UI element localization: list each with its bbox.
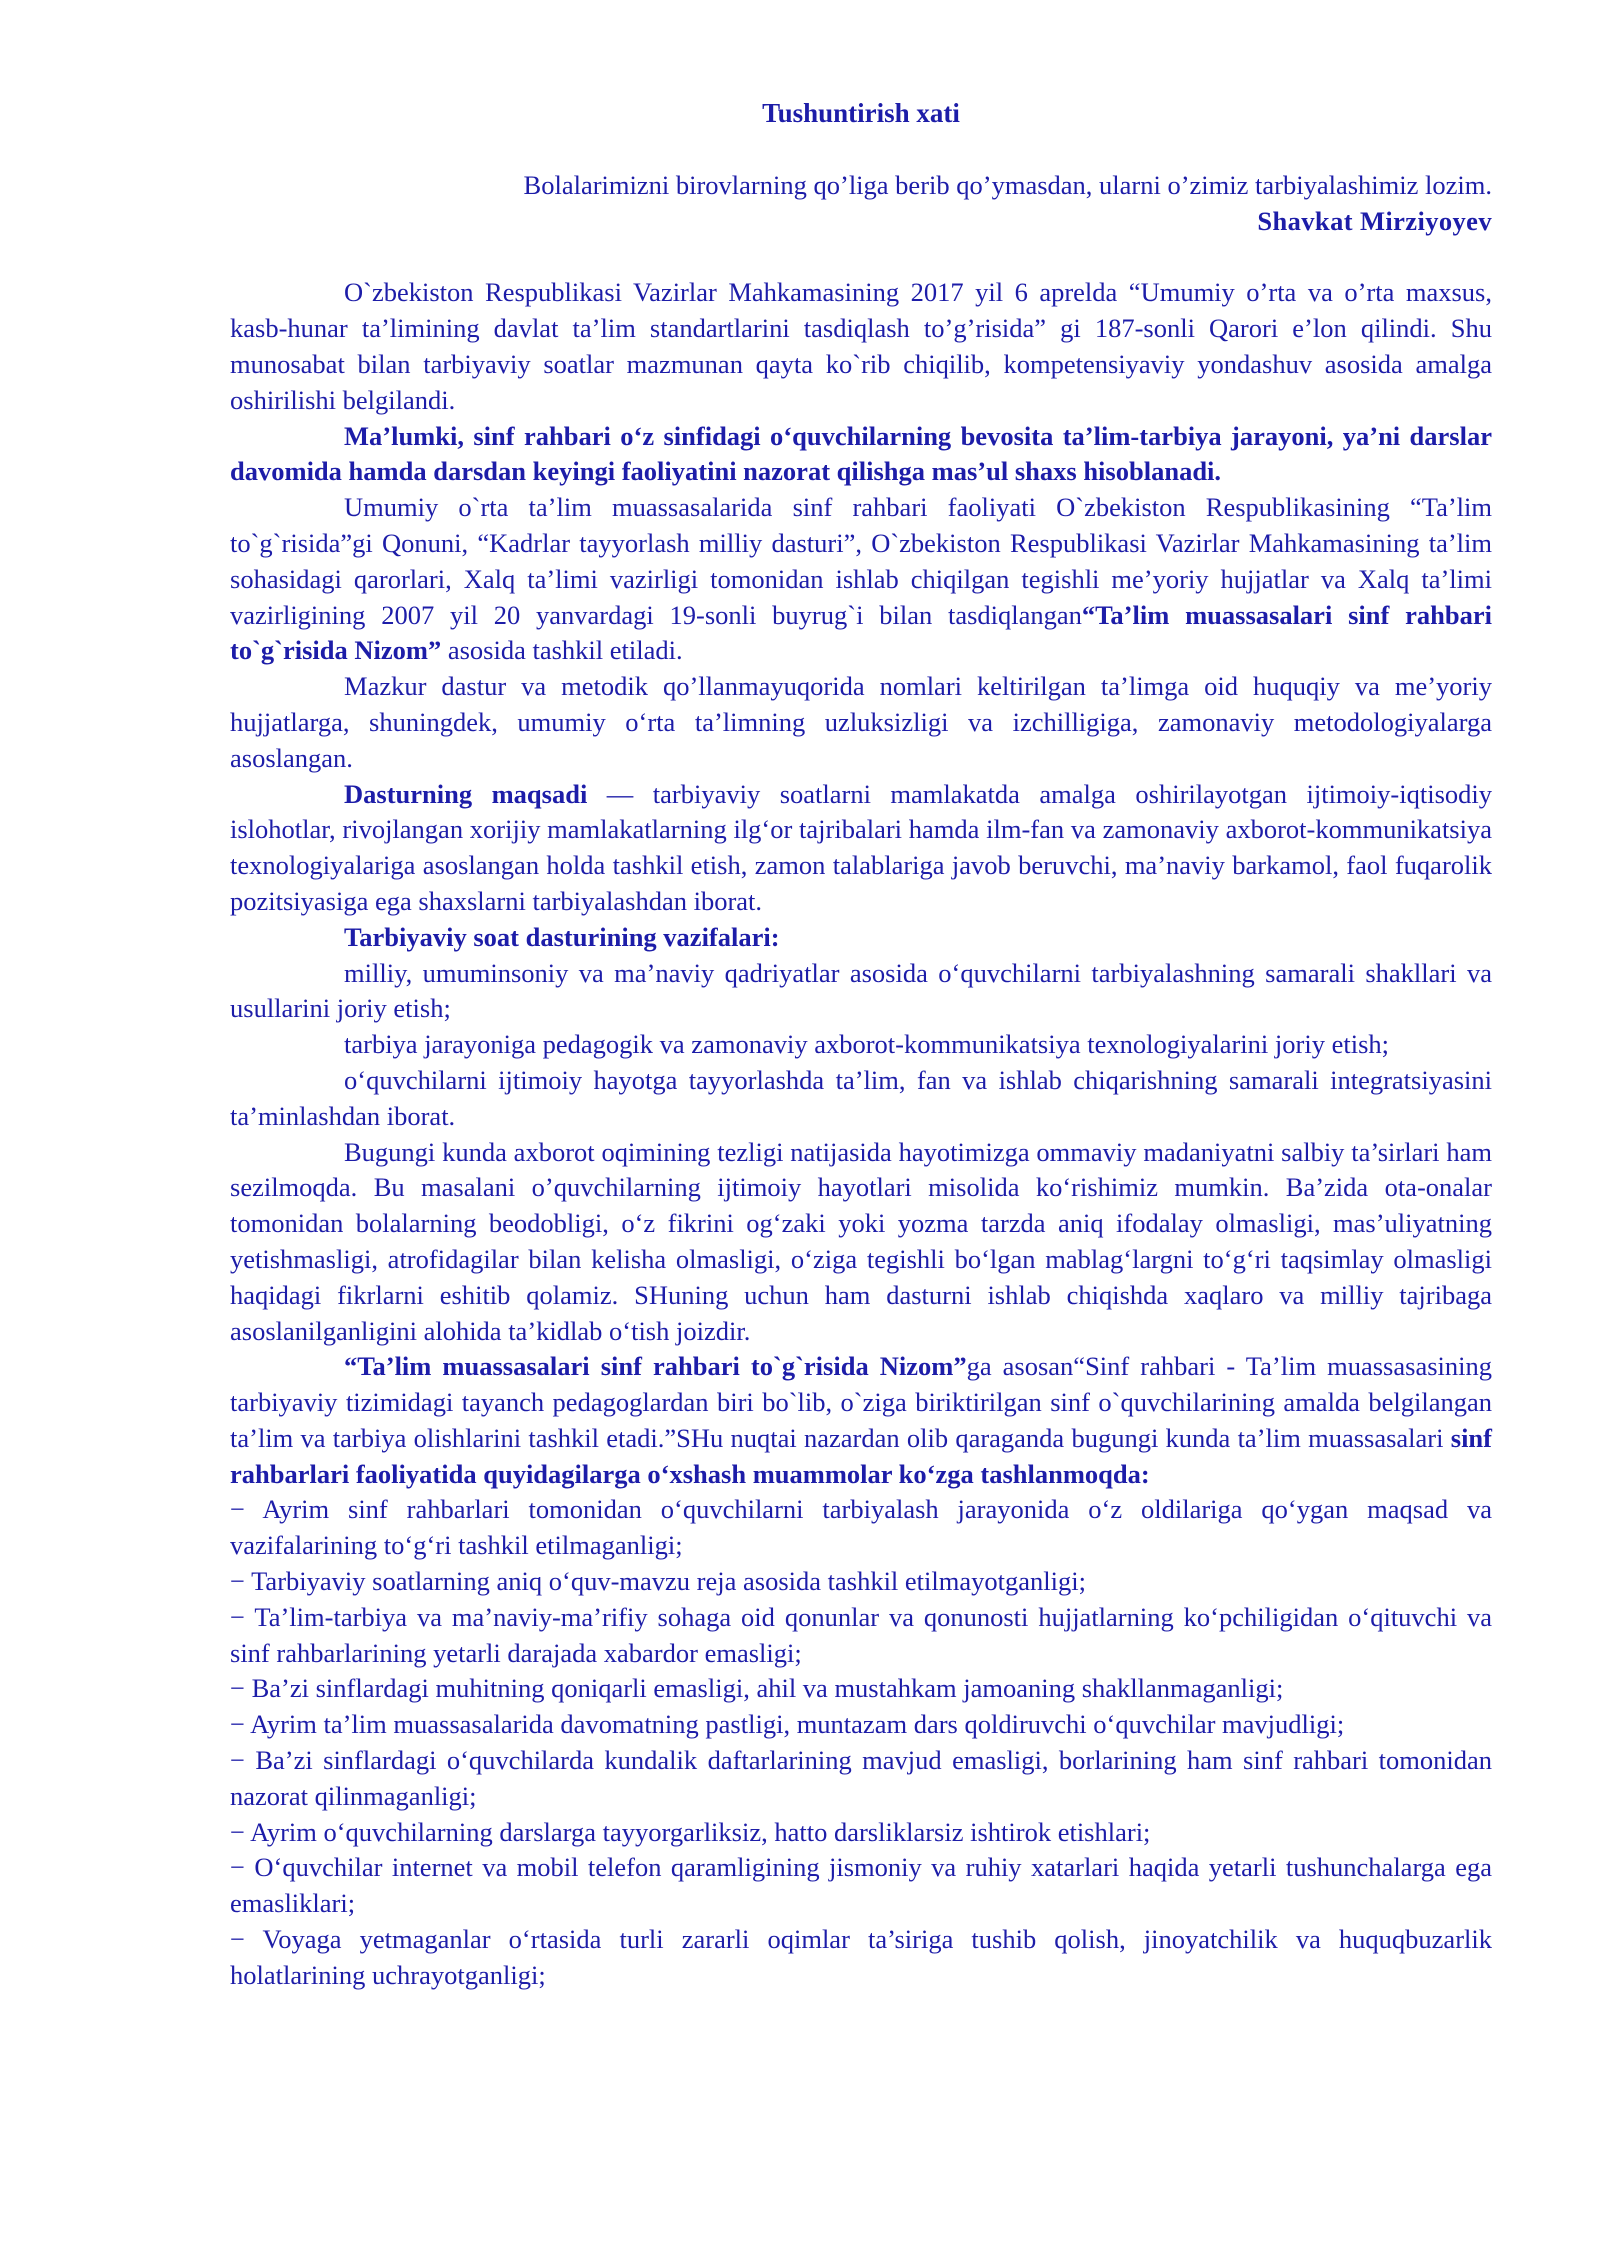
nizom-title-2: “Ta’lim muassasalari sinf rahbari to`g`risida Nizom”	[344, 1351, 967, 1382]
paragraph-decree: O`zbekiston Respublikasi Vazirlar Mahkamasining 2017 yil 6 aprelda “Umumiy o’rta va o’rta maxsus, kasb-hunar ta’limining davlat ta’lim standartlarini tasdiqlash to’g’risida” gi 187-sonli Qarori e’lon qilindi. Shu munosabat bilan tarbiyaviy soatlar mazmunan qayta ko`rib chiqilib, kompetensiyaviy yondashuv asosida amalga oshirilishi belgilandi.	[230, 277, 1492, 415]
problem-item-5: − Ayrim ta’lim muassasalarida davomatning pastligi, muntazam dars qoldiruvchi o‘quvchilar mavjudligi;	[230, 1709, 1345, 1740]
problem-item-6: − Ba’zi sinflardagi o‘quvchilarda kundalik daftarlarining mavjud emasligi, borlarining ham sinf rahbari tomonidan nazorat qilinmaganligi;	[230, 1745, 1492, 1811]
legal-basis-tail: asosida tashkil etiladi.	[441, 635, 683, 666]
problem-item-2: − Tarbiyaviy soatlarning aniq o‘quv-mavzu reja asosida tashkil etilmayotganligi;	[230, 1566, 1086, 1597]
task-item-2: tarbiya jarayoniga pedagogik va zamonaviy axborot-kommunikatsiya texnologiyalarini joriy etish;	[344, 1029, 1389, 1060]
problem-item-4: − Ba’zi sinflardagi muhitning qoniqarli emasligi, ahil va mustahkam jamoaning shakllanmaganligi;	[230, 1673, 1284, 1704]
paragraph-nizom	[230, 1349, 1492, 1492]
problem-item-7: − Ayrim o‘quvchilarning darslarga tayyorgarliksiz, hatto darsliklarsiz ishtirok etishlari;	[230, 1816, 1151, 1847]
nizom-title: “Ta’lim muassasalari sinf rahbari to`g`risida Nizom”	[230, 599, 1492, 666]
nizom-quote: ga asosan“Sinf rahbari - Ta’lim muassasasining tarbiyaviy tizimidagi tayanch pedagoglardan biri bo`lib, o`ziga biriktirilgan sinf o`quvchilarining amalda belgilangan ta’lim va tarbiya olishlarini tashkil etadi.”SHu nuqtai nazardan olib qaraganda bugungi kunda ta’lim muassasalari	[230, 1351, 1492, 1453]
legal-basis-text: Umumiy o`rta ta’lim muassasalarida sinf rahbari faoliyati O`zbekiston Respublikasining “Ta’lim to`g`risida”gi Qonuni, “Kadrlar tayyorlash milliy dasturi”, O`zbekiston Respublikasi Vazirlar Mahkamasining ta’lim sohasidagi qarorlari, Xalq ta’limi vazirligi tomonidan ishlab chiqilgan tegishli me’yoriy hujjatlar va Xalq ta’limi vazirligining 2007 yil 20 yanvardagi 19-sonli buyrug`i bilan tasdiqlangan	[230, 492, 1492, 630]
problems-intro: sinf rahbarlari faoliyatida quyidagilarga o‘xshash muammolar ko‘zga tashlanmoqda:	[230, 1422, 1492, 1489]
task-item-3: o‘quvchilarni ijtimoiy hayotga tayyorlashda ta’lim, fan va ishlab chiqarishning samarali integratsiyasini ta’minlashdan iborat.	[230, 1064, 1492, 1131]
epigraph-author: Shavkat Mirziyoyev	[1257, 205, 1492, 236]
problem-item-8: − O‘quvchilar internet va mobil telefon qaramligining jismoniy va ruhiy xatarlari haqida yetarli tushunchalarga ega emasliklari;	[230, 1852, 1492, 1919]
program-goal-heading: Dasturning maqsadi	[344, 778, 588, 809]
document-title: Tushuntirish xati	[762, 98, 960, 128]
tasks-heading: Tarbiyaviy soat dasturining vazifalari:	[344, 921, 780, 952]
problem-item-9: − Voyaga yetmaganlar o‘rtasida turli zararli oqimlar ta’siriga tushib qolish, jinoyatchilik va huquqbuzarlik holatlarining uchrayotganligi;	[230, 1924, 1492, 1990]
problem-item-3: − Ta’lim-tarbiya va ma’naviy-ma’rifiy sohaga oid qonunlar va qonunosti hujjatlarning ko‘pchiligidan o‘qituvchi va sinf rahbarlarining yetarli darajada xabardor emasligi;	[230, 1601, 1492, 1668]
document-page	[230, 96, 1492, 1994]
program-goal-text: — tarbiyaviy soatlarni mamlakatda amalga oshirilayotgan ijtimoiy-iqtisodiy islohotlar, rivojlangan xorijiy mamlakatlarning ilg‘or tajribalari hamda ilm-fan va zamonaviy axborot-kommunikatsiya texnologiyalariga asoslangan holda tashkil etish, zamon talablariga javob beruvchi, ma’naviy barkamol, faol fuqarolik pozitsiyasiga ega shaxslarni tarbiyalashdan iborat.	[230, 778, 1492, 916]
paragraph-program-goal	[230, 777, 1492, 920]
paragraph-methodology: Mazkur dastur va metodik qo’llanmayuqorida nomlari keltirilgan ta’limga oid huquqiy va me’yoriy hujjatlarga, shuningdek, umumiy o‘rta ta’limning uzluksizligi va izchilligiga, zamonaviy metodologiyalarga asoslangan.	[230, 671, 1492, 773]
problem-item-1: − Ayrim sinf rahbarlari tomonidan o‘quvchilarni tarbiyalash jarayonida o‘z oldilariga qo‘ygan maqsad va vazifalarining to‘g‘ri tashkil etilmaganligi;	[230, 1494, 1492, 1561]
paragraph-legal-basis	[230, 490, 1492, 669]
task-item-1: milliy, umuminsoniy va ma’naviy qadriyatlar asosida o‘quvchilarni tarbiyalashning samarali shakllari va usullarini joriy etish;	[230, 957, 1492, 1024]
paragraph-mass-culture: Bugungi kunda axborot oqimining tezligi natijasida hayotimizga ommaviy madaniyatni salbiy ta’sirlari ham sezilmoqda. Bu masalani o’quvchilarning ijtimoiy hayotlari misolida ko‘rishimiz mumkin. Ba’zida ota-onalar tomonidan bolalarning beodobligi, o‘z fikrini og‘zaki yoki yozma tarzda aniq ifodalay olmasligi, mas’uliyatning yetishmasligi, atrofidagilar bilan kelisha olmasligi, o‘ziga tegishli bo‘lgan mablag‘largni to‘g‘ri taqsimlay olmasligi haqidagi fikrlarni eshitib qolamiz. SHuning uchun ham dasturni ishlab chiqishda xaqlaro va milliy tajribaga asoslanilganligini alohida ta’kidlab o‘tish joizdir.	[230, 1136, 1492, 1346]
paragraph-class-teacher-role: Ma’lumki, sinf rahbari o‘z sinfidagi o‘quvchilarning bevosita ta’lim-tarbiya jarayoni, ya’ni darslar davomida hamda darsdan keyingi faoliyatini nazorat qilishga mas’ul shaxs hisoblanadi.	[230, 420, 1492, 487]
epigraph-text: Bolalarimizni birovlarning qo’liga berib qo’ymasdan, ularni o’zimiz tarbiyalashimiz lozim.	[523, 169, 1492, 200]
